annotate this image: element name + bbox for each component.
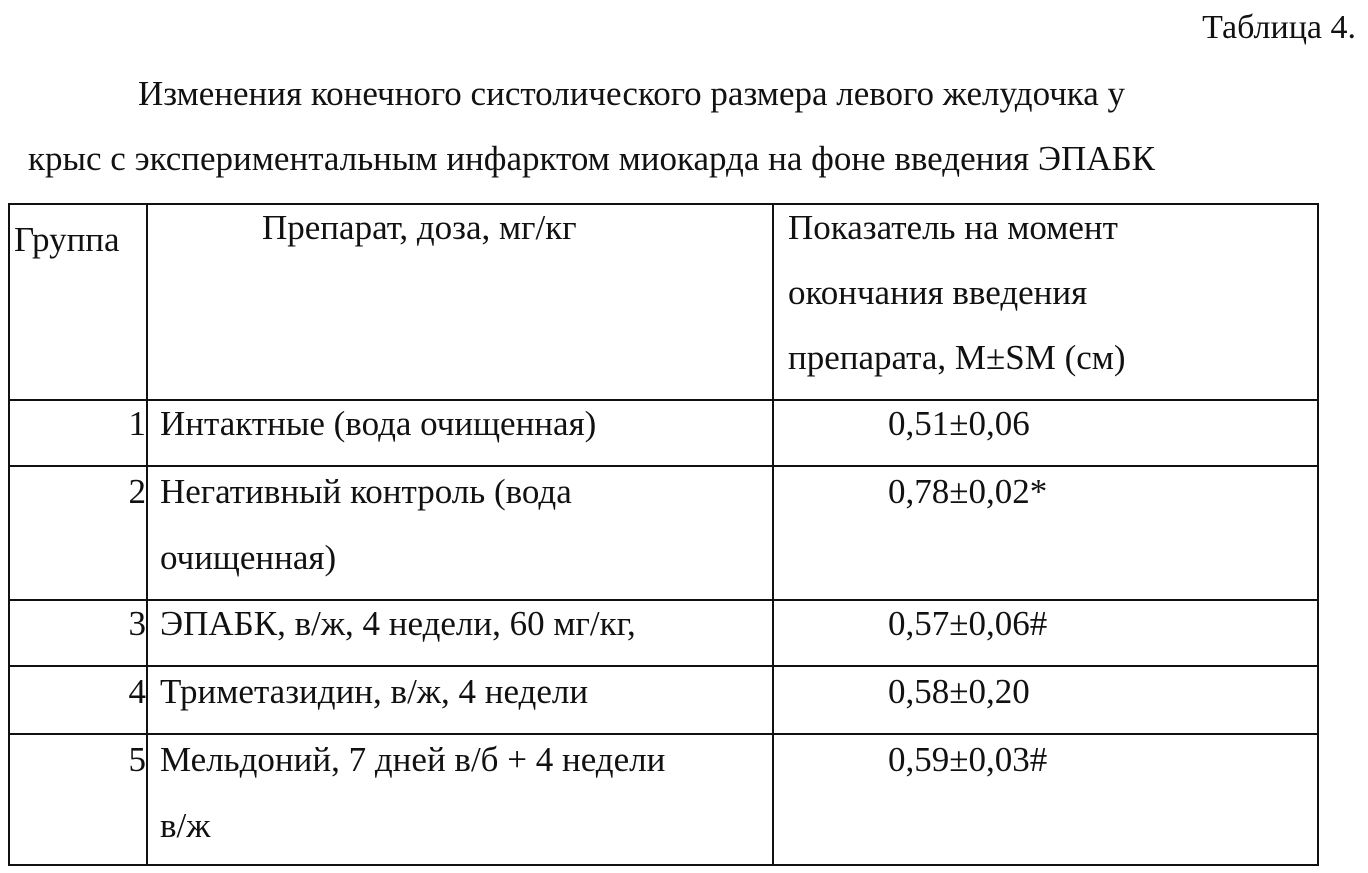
table-caption: Таблица 4. — [1202, 9, 1356, 46]
column-divider — [146, 205, 148, 864]
row-3-group: 3 — [128, 604, 146, 643]
header-group: Группа — [14, 220, 120, 259]
column-divider — [772, 205, 774, 864]
row-1-group: 1 — [128, 404, 146, 443]
row-4-value: 0,58±0,20 — [888, 672, 1030, 711]
row-4-drug: Триметазидин, в/ж, 4 недели — [160, 672, 589, 711]
header-drug: Препарат, доза, мг/кг — [262, 208, 577, 247]
row-2-drug-line-1: Негативный контроль (вода — [160, 472, 572, 511]
row-3-value: 0,57±0,06# — [888, 604, 1048, 643]
row-4-group: 4 — [128, 672, 146, 711]
table-title-line-2: крыс с экспериментальным инфарктом миокарда на фоне введения ЭПАБК — [28, 139, 1156, 178]
row-1-drug: Интактные (вода очищенная) — [160, 404, 597, 443]
header-indicator-line-2: окончания введения — [788, 273, 1088, 312]
row-2-value: 0,78±0,02* — [888, 472, 1048, 511]
header-indicator-line-3: препарата, M±SM (см) — [788, 338, 1126, 377]
row-5-drug-line-1: Мельдоний, 7 дней в/б + 4 недели — [160, 740, 666, 779]
table-title-line-1: Изменения конечного систолического размера левого желудочка у — [138, 74, 1126, 113]
row-1-value: 0,51±0,06 — [888, 404, 1030, 443]
row-5-value: 0,59±0,03# — [888, 740, 1048, 779]
row-3-drug: ЭПАБК, в/ж, 4 недели, 60 мг/кг, — [160, 604, 636, 643]
row-2-group: 2 — [128, 472, 146, 511]
row-5-drug-line-2: в/ж — [160, 806, 211, 845]
header-indicator-line-1: Показатель на момент — [788, 208, 1118, 247]
row-5-group: 5 — [128, 740, 146, 779]
data-table — [8, 203, 1319, 866]
row-2-drug-line-2: очищенная) — [160, 538, 337, 577]
